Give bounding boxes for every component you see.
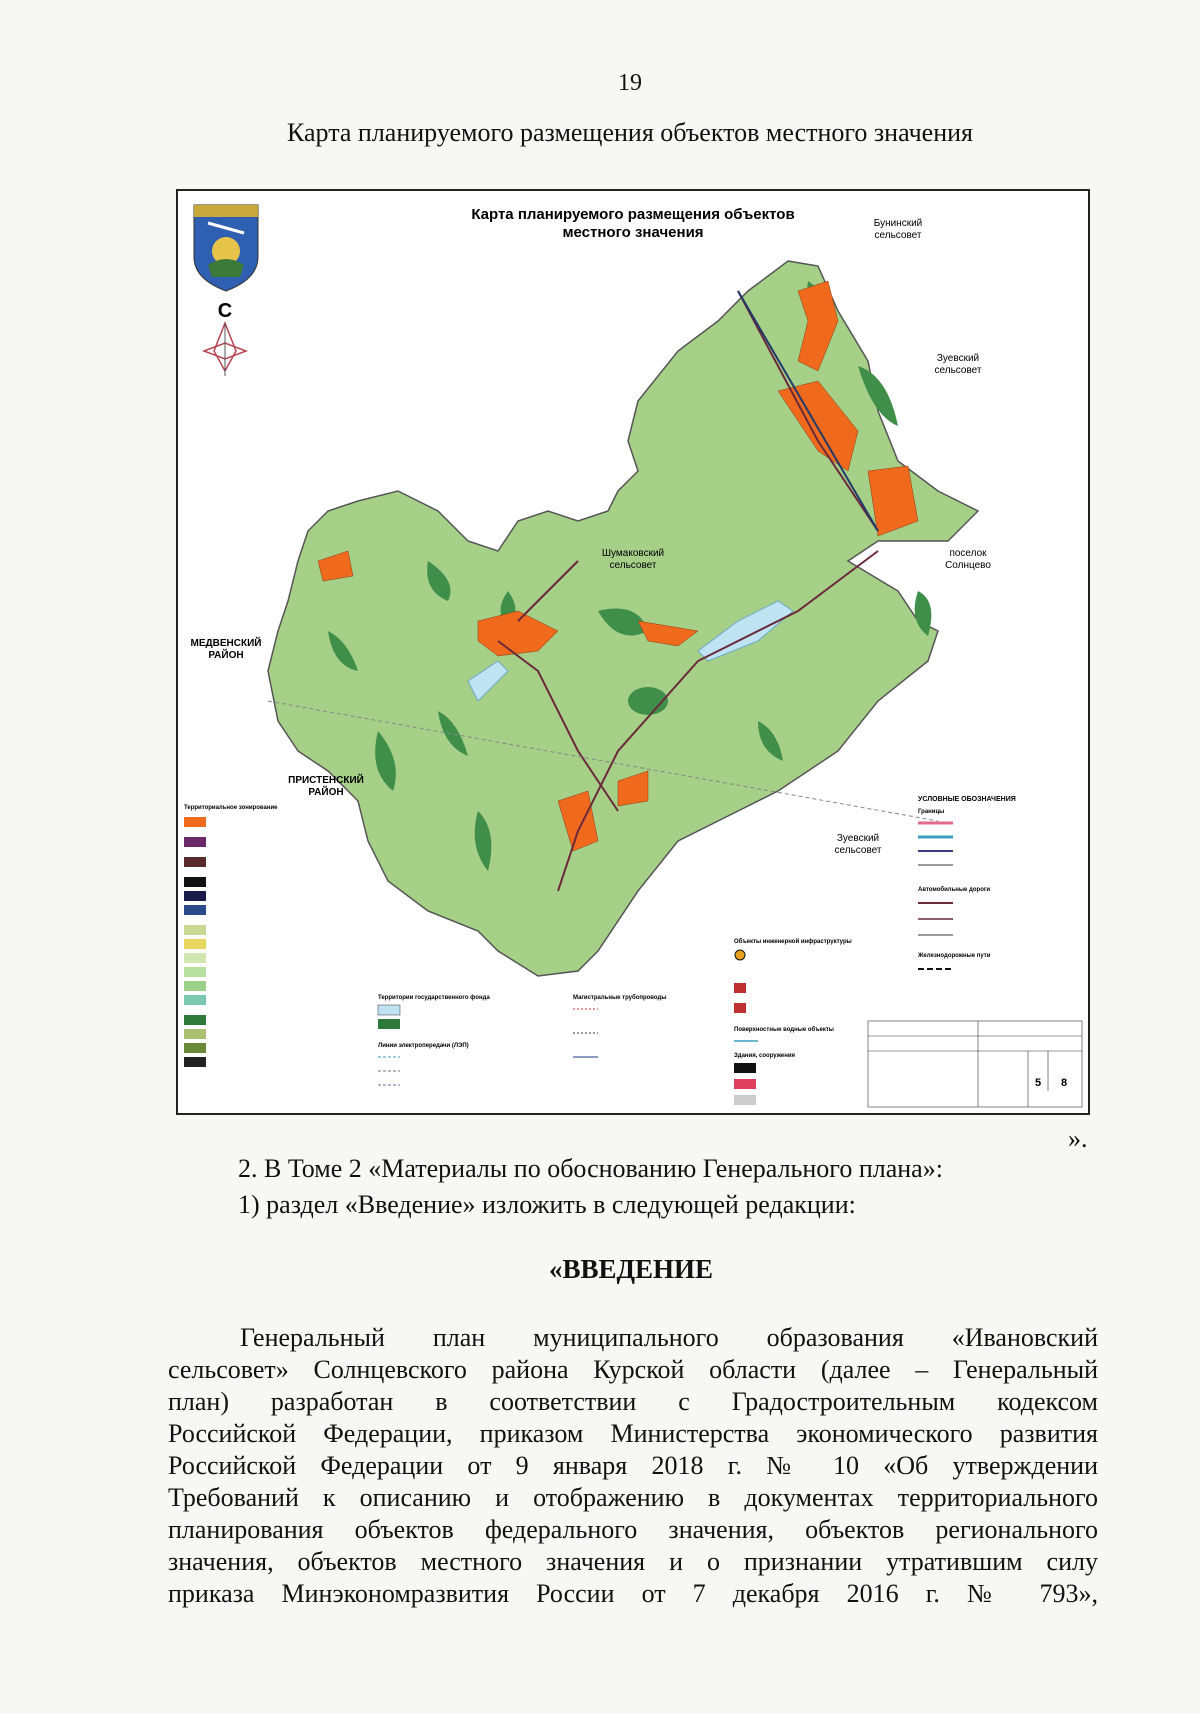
body-line: планирования объектов федерального значения, объектов регионального <box>168 1515 1098 1544</box>
svg-text:Автомобильные дороги: Автомобильные дороги <box>918 887 991 893</box>
quote-close: ». <box>1068 1124 1088 1153</box>
svg-text:Территории государственного фо: Территории государственного фонда <box>378 995 490 1001</box>
svg-text:сельсовет: сельсовет <box>874 230 922 241</box>
label-shumakovo: Шумаковский <box>601 548 665 559</box>
coat-of-arms-icon <box>194 205 258 291</box>
legend-left <box>184 805 278 1067</box>
svg-text:сельсовет: сельсовет <box>609 560 657 571</box>
label-medvenka: МЕДВЕНСКИЙ <box>190 638 262 649</box>
svg-text:Границы: Границы <box>918 809 945 815</box>
svg-text:РАЙОН: РАЙОН <box>308 787 344 798</box>
svg-text:Поверхностные водные объекты: Поверхностные водные объекты <box>734 1027 834 1033</box>
svg-text:Здания, сооружения: Здания, сооружения <box>734 1053 796 1059</box>
planning-map <box>176 189 1090 1115</box>
label-solntsevo: поселок <box>949 548 987 559</box>
body-line: Российской Федерации от 9 января 2018 г. № 10 «Об утверждении <box>168 1451 1098 1480</box>
north-arrow-icon <box>204 300 246 376</box>
map-title-line1: Карта планируемого размещения объектов <box>471 206 795 223</box>
svg-text:РАЙОН: РАЙОН <box>208 650 244 661</box>
legend-right <box>917 796 1016 969</box>
body-line: приказа Минэкономразвития России от 7 декабря 2016 г. № 793», <box>168 1579 1098 1608</box>
label-zuevka-south: Зуевский <box>836 833 880 844</box>
svg-text:Железнодорожные пути: Железнодорожные пути <box>918 953 991 959</box>
page-number: 19 <box>618 70 642 96</box>
label-zuevka: Зуевский <box>936 353 980 364</box>
item-2-1: 1) раздел «Введение» изложить в следующей редакции: <box>238 1190 856 1219</box>
sheet-count: 8 <box>1060 1077 1068 1089</box>
label-pristen: ПРИСТЕНСКИЙ <box>288 775 364 786</box>
body-line: Российской Федерации, приказом Министерства экономического развития <box>168 1419 1098 1448</box>
svg-text:сельсовет: сельсовет <box>934 365 982 376</box>
body-line: значения, объектов местного значения и о признании утратившим силу <box>168 1547 1098 1576</box>
map-title-line2: местного значения <box>562 224 704 241</box>
label-bunino: Бунинский <box>873 218 923 229</box>
svg-text:Территориальное зонирование: Территориальное зонирование <box>184 805 278 811</box>
legend-middle <box>378 938 852 1105</box>
body-line: Генеральный план муниципального образования «Ивановский <box>240 1323 1098 1352</box>
svg-text:Линии электропередачи (ЛЭП): Линии электропередачи (ЛЭП) <box>378 1043 469 1049</box>
sheet-number: 5 <box>1034 1077 1042 1089</box>
svg-text:С: С <box>217 300 233 322</box>
body-line: Требований к описанию и отображению в документах территориального <box>168 1483 1098 1512</box>
svg-text:УСЛОВНЫЕ ОБОЗНАЧЕНИЯ: УСЛОВНЫЕ ОБОЗНАЧЕНИЯ <box>918 796 1016 803</box>
section-heading: «ВВЕДЕНИЕ <box>548 1254 714 1284</box>
item-2: 2. В Томе 2 «Материалы по обоснованию Генерального плана»: <box>238 1154 943 1183</box>
title-block <box>868 1021 1082 1107</box>
svg-text:Солнцево: Солнцево <box>945 560 991 571</box>
svg-text:Объекты инженерной инфраструкт: Объекты инженерной инфраструктуры <box>734 939 852 945</box>
body-paragraph <box>168 1322 1098 1610</box>
svg-text:сельсовет: сельсовет <box>834 845 882 856</box>
svg-text:Магистральные трубопроводы: Магистральные трубопроводы <box>573 995 667 1001</box>
map-caption: Карта планируемого размещения объектов местного значения <box>287 118 973 147</box>
body-line: план) разработан в соответствии с Градостроительным кодексом <box>168 1387 1098 1416</box>
body-line: сельсовет» Солнцевского района Курской области (далее – Генеральный <box>168 1355 1098 1384</box>
